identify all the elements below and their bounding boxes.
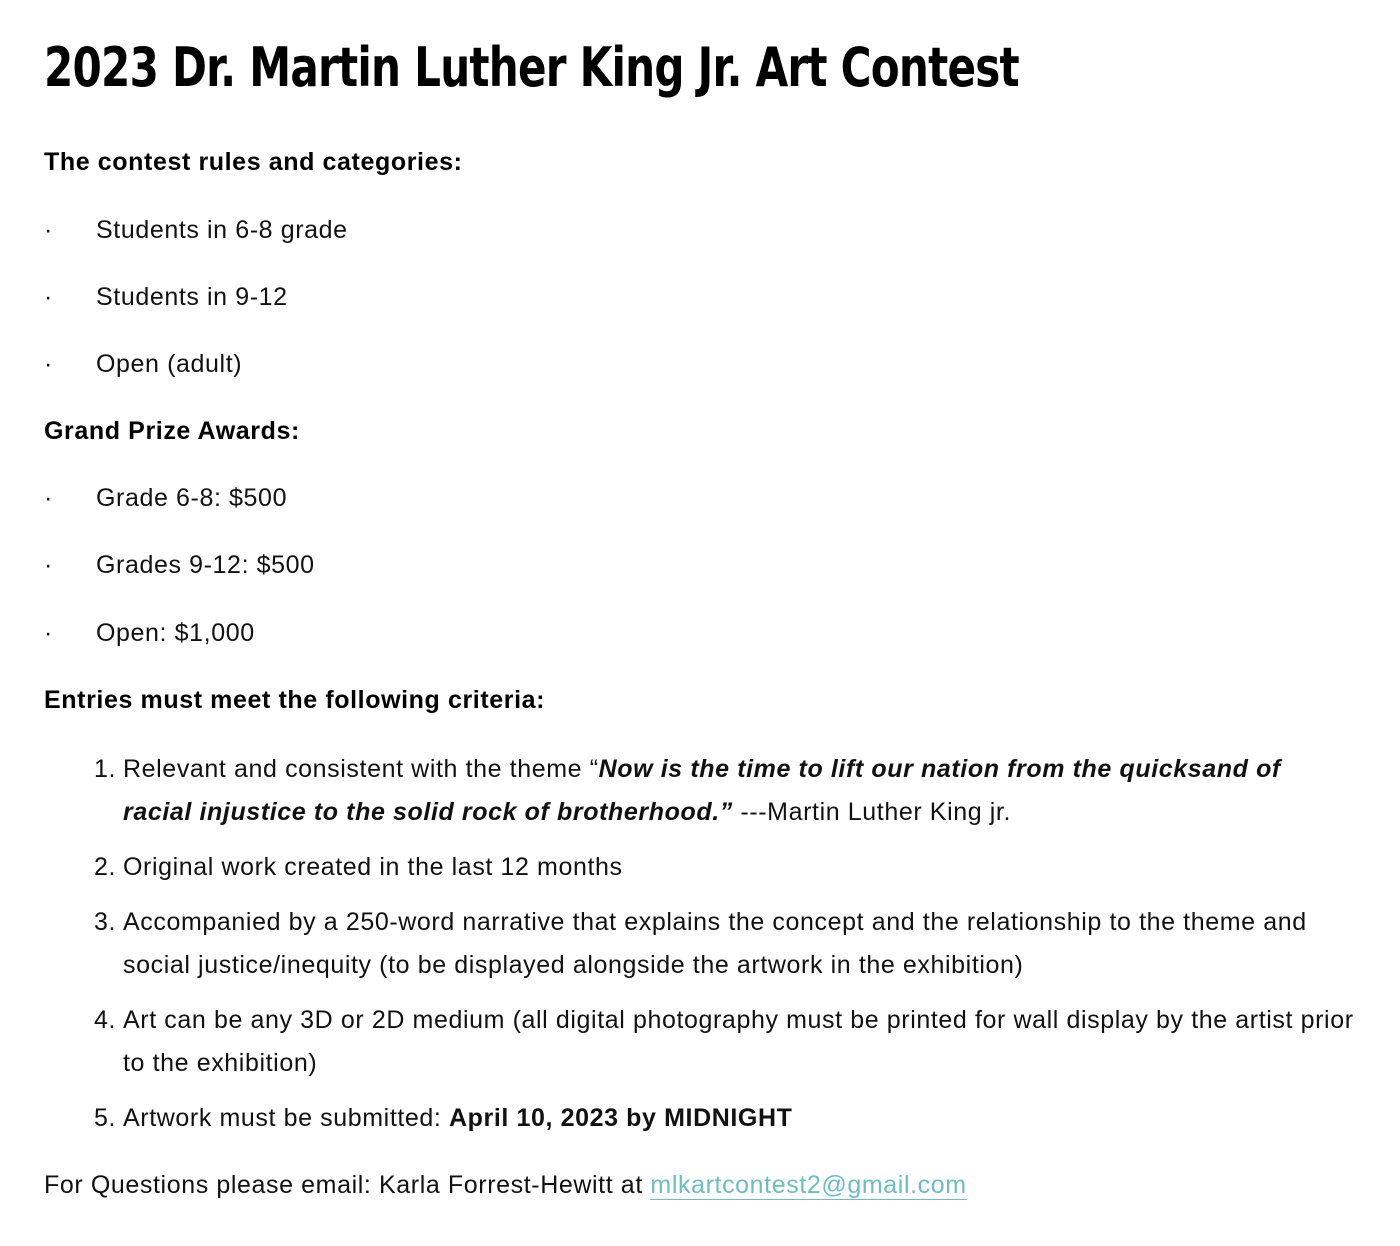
rules-list-item <box>44 347 242 381</box>
list-number: 4. <box>94 1006 117 1034</box>
criteria-item <box>44 846 1356 889</box>
bullet-icon: · <box>44 283 53 311</box>
quote-attribution: ---Martin Luther King jr. <box>732 798 1012 826</box>
contact-line <box>44 1168 967 1202</box>
prize-item-label: Grades 9-12: $500 <box>96 551 315 579</box>
bullet-icon: · <box>44 619 53 647</box>
rules-item-label: Students in 6-8 grade <box>96 216 348 244</box>
criteria-heading: Entries must meet the following criteria: <box>44 686 546 714</box>
contact-text: For Questions please email: Karla Forrest-Hewitt at <box>44 1171 651 1199</box>
criteria-text: Original work created in the last 12 months <box>123 853 623 881</box>
rules-item-label: Students in 9-12 <box>96 283 288 311</box>
list-number: 1. <box>94 755 117 783</box>
bullet-icon: · <box>44 350 53 378</box>
criteria-text: Accompanied by a 250-word narrative that explains the concept and the relationship to the theme and social justice/inequity (to be displayed alongside the artwork in the exhibition) <box>123 908 1307 979</box>
criteria-item <box>44 1097 1356 1140</box>
bullet-icon: · <box>44 484 53 512</box>
bullet-icon: · <box>44 216 53 244</box>
prize-list-item <box>44 548 315 582</box>
prize-list-item <box>44 481 287 515</box>
list-number: 2. <box>94 853 117 881</box>
prize-item-label: Grade 6-8: $500 <box>96 484 288 512</box>
criteria-text: Relevant and consistent with the theme “ <box>123 755 599 783</box>
rules-heading: The contest rules and categories: <box>44 148 463 176</box>
page-title: 2023 Dr. Martin Luther King Jr. Art Contest <box>44 36 1019 99</box>
criteria-list <box>44 748 1356 1152</box>
criteria-text: Artwork must be submitted: <box>123 1104 450 1132</box>
deadline: April 10, 2023 by MIDNIGHT <box>449 1104 793 1132</box>
criteria-item <box>44 901 1356 987</box>
criteria-text: Art can be any 3D or 2D medium (all digital photography must be printed for wall display by the artist prior to the exhibition) <box>123 1006 1354 1077</box>
prizes-heading: Grand Prize Awards: <box>44 417 300 445</box>
rules-item-label: Open (adult) <box>96 350 243 378</box>
criteria-item <box>44 748 1356 834</box>
list-number: 5. <box>94 1104 117 1132</box>
bullet-icon: · <box>44 551 53 579</box>
prize-list-item <box>44 616 255 650</box>
email-link[interactable]: mlkartcontest2@gmail.com <box>650 1171 967 1199</box>
list-number: 3. <box>94 908 117 936</box>
rules-list-item <box>44 213 348 247</box>
theme-quote: Now is the time to lift our nation from the quicksand of racial injustice to the solid rock of brotherhood.” <box>123 755 1281 826</box>
criteria-item <box>44 999 1356 1085</box>
prize-item-label: Open: $1,000 <box>96 619 255 647</box>
rules-list-item <box>44 280 288 314</box>
